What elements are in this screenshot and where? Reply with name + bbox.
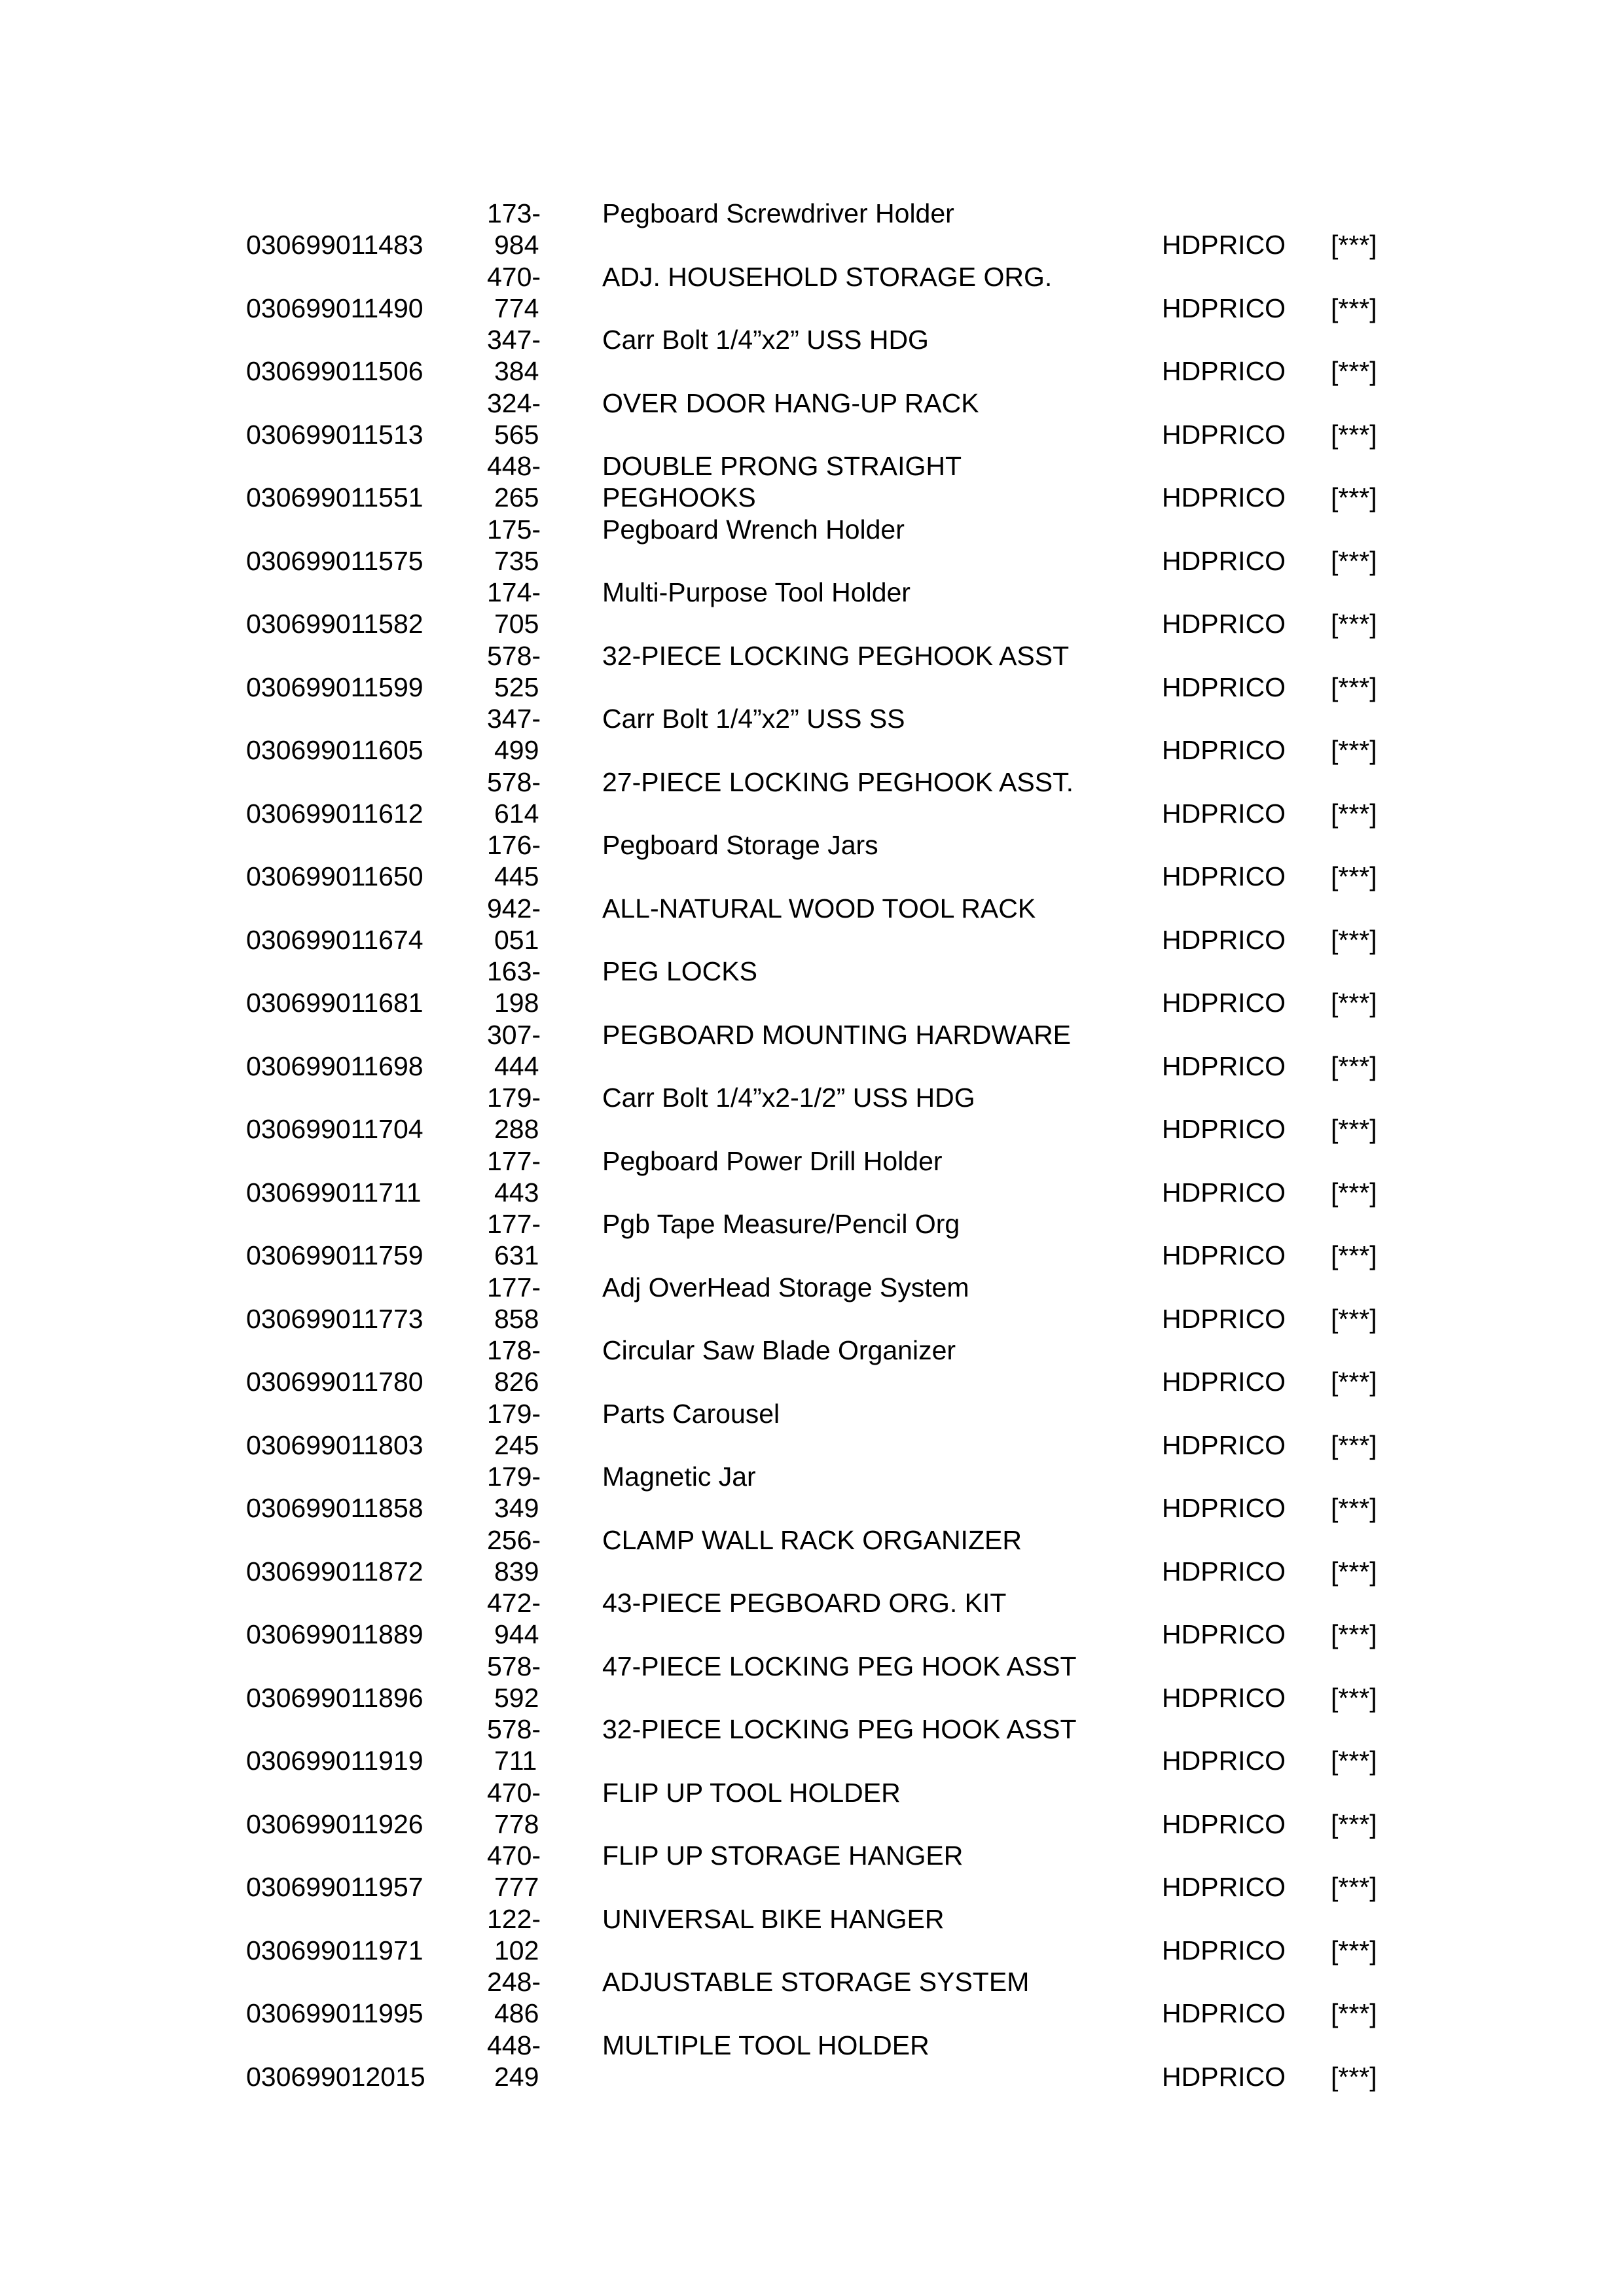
vendor-cell: HDPRICO	[1162, 988, 1286, 1018]
upc-cell: 030699011551	[246, 482, 424, 513]
description-cell: Carr Bolt 1/4”x2” USS SS	[602, 704, 905, 734]
description-cell: 47-PIECE LOCKING PEG HOOK ASST	[602, 1651, 1077, 1681]
item-number-suffix: 288	[494, 1114, 539, 1145]
upc-cell: 030699011995	[246, 1998, 424, 2029]
table-row	[0, 829, 1624, 893]
price-cell: [***]	[1331, 230, 1377, 260]
price-cell: [***]	[1331, 482, 1377, 513]
description-cell: Parts Carousel	[602, 1398, 780, 1429]
item-number-suffix: 384	[494, 356, 539, 387]
upc-cell: 030699011513	[246, 419, 424, 450]
vendor-cell: HDPRICO	[1162, 672, 1286, 702]
table-row	[0, 1587, 1624, 1651]
price-cell: [***]	[1331, 1746, 1377, 1776]
item-number-prefix: 448-	[487, 451, 541, 481]
upc-cell: 030699011582	[246, 609, 424, 639]
table-row	[0, 1903, 1624, 1967]
table-row	[0, 198, 1624, 261]
description-cell: Pegboard Storage Jars	[602, 830, 878, 860]
description-cell: Carr Bolt 1/4”x2-1/2” USS HDG	[602, 1083, 975, 1113]
price-cell: [***]	[1331, 2061, 1377, 2092]
upc-cell: 030699011919	[246, 1746, 424, 1776]
item-number-prefix: 173-	[487, 198, 541, 228]
price-cell: [***]	[1331, 988, 1377, 1018]
table-row	[0, 1840, 1624, 1903]
upc-cell: 030699011483	[246, 230, 424, 260]
table-row	[0, 1651, 1624, 1714]
upc-cell: 030699011681	[246, 988, 424, 1018]
price-cell: [***]	[1331, 1429, 1377, 1460]
vendor-cell: HDPRICO	[1162, 1367, 1286, 1397]
description-cell: Pegboard Wrench Holder	[602, 514, 905, 545]
vendor-cell: HDPRICO	[1162, 545, 1286, 576]
description-cell: 32-PIECE LOCKING PEG HOOK ASST	[602, 1714, 1077, 1744]
price-cell: [***]	[1331, 1872, 1377, 1903]
description-cell: Pgb Tape Measure/Pencil Org	[602, 1209, 960, 1239]
price-cell: [***]	[1331, 798, 1377, 829]
description-cell: PEGBOARD MOUNTING HARDWARE	[602, 1019, 1072, 1050]
table-row	[0, 1966, 1624, 2030]
upc-cell: 030699011575	[246, 545, 424, 576]
price-cell: [***]	[1331, 419, 1377, 450]
item-number-prefix: 177-	[487, 1209, 541, 1239]
item-number-prefix: 122-	[487, 1903, 541, 1934]
table-row	[0, 1082, 1624, 1145]
item-number-suffix: 735	[494, 545, 539, 576]
item-number-prefix: 248-	[487, 1967, 541, 1997]
item-number-prefix: 470-	[487, 1840, 541, 1871]
item-number-prefix: 256-	[487, 1524, 541, 1555]
description-cell: 43-PIECE PEGBOARD ORG. KIT	[602, 1588, 1007, 1618]
vendor-cell: HDPRICO	[1162, 861, 1286, 892]
item-number-suffix: 614	[494, 798, 539, 829]
vendor-cell: HDPRICO	[1162, 924, 1286, 955]
table-row	[0, 450, 1624, 514]
description-cell: Pegboard Screwdriver Holder	[602, 198, 954, 228]
description-cell: CLAMP WALL RACK ORGANIZER	[602, 1524, 1022, 1555]
item-number-suffix: 445	[494, 861, 539, 892]
item-number-suffix: 102	[494, 1935, 539, 1965]
description-cell: FLIP UP STORAGE HANGER	[602, 1840, 964, 1871]
item-number-prefix: 179-	[487, 1462, 541, 1492]
item-number-suffix: 525	[494, 672, 539, 702]
price-cell: [***]	[1331, 1303, 1377, 1334]
vendor-cell: HDPRICO	[1162, 1493, 1286, 1524]
item-number-suffix: 051	[494, 924, 539, 955]
upc-cell: 030699011896	[246, 1682, 424, 1713]
price-cell: [***]	[1331, 1240, 1377, 1271]
upc-cell: 030699011490	[246, 293, 424, 323]
item-number-prefix: 578-	[487, 766, 541, 797]
item-number-prefix: 347-	[487, 704, 541, 734]
item-number-suffix: 778	[494, 1808, 539, 1839]
price-cell: [***]	[1331, 545, 1377, 576]
upc-cell: 030699011612	[246, 798, 424, 829]
price-cell: [***]	[1331, 1619, 1377, 1650]
item-number-suffix: 245	[494, 1429, 539, 1460]
upc-cell: 030699011759	[246, 1240, 424, 1271]
item-number-prefix: 307-	[487, 1019, 541, 1050]
item-number-prefix: 177-	[487, 1272, 541, 1302]
item-number-prefix: 470-	[487, 261, 541, 292]
vendor-cell: HDPRICO	[1162, 2061, 1286, 2092]
table-row	[0, 956, 1624, 1019]
item-number-suffix: 839	[494, 1556, 539, 1587]
description-cell: Carr Bolt 1/4”x2” USS HDG	[602, 325, 929, 355]
item-number-prefix: 578-	[487, 1714, 541, 1744]
description-cell: 32-PIECE LOCKING PEGHOOK ASST	[602, 640, 1070, 671]
item-number-prefix: 163-	[487, 956, 541, 986]
upc-cell: 030699011698	[246, 1050, 424, 1081]
item-number-suffix: 486	[494, 1998, 539, 2029]
upc-cell: 030699011803	[246, 1429, 424, 1460]
vendor-cell: HDPRICO	[1162, 609, 1286, 639]
item-number-suffix: 249	[494, 2061, 539, 2092]
item-number-suffix: 826	[494, 1367, 539, 1397]
vendor-cell: HDPRICO	[1162, 1303, 1286, 1334]
vendor-cell: HDPRICO	[1162, 798, 1286, 829]
price-cell: [***]	[1331, 1177, 1377, 1208]
upc-cell: 030699011650	[246, 861, 424, 892]
description-cell: PEG LOCKS	[602, 956, 757, 986]
item-number-prefix: 942-	[487, 893, 541, 924]
description-cell: MULTIPLE TOOL HOLDER	[602, 2030, 929, 2060]
table-row	[0, 1524, 1624, 1588]
vendor-cell: HDPRICO	[1162, 1429, 1286, 1460]
upc-cell: 030699011704	[246, 1114, 424, 1145]
table-row	[0, 2030, 1624, 2093]
price-cell: [***]	[1331, 1556, 1377, 1587]
price-cell: [***]	[1331, 1935, 1377, 1965]
table-row	[0, 1208, 1624, 1272]
description-cell: DOUBLE PRONG STRAIGHT	[602, 451, 962, 481]
description-cell: Multi-Purpose Tool Holder	[602, 577, 911, 607]
upc-cell: 030699011674	[246, 924, 424, 955]
upc-cell: 030699011971	[246, 1935, 424, 1965]
description-cell: Adj OverHead Storage System	[602, 1272, 969, 1302]
upc-cell: 030699011506	[246, 356, 424, 387]
upc-cell: 030699011889	[246, 1619, 424, 1650]
vendor-cell: HDPRICO	[1162, 1556, 1286, 1587]
table-row	[0, 577, 1624, 640]
price-cell: [***]	[1331, 735, 1377, 766]
item-number-suffix: 565	[494, 419, 539, 450]
item-number-prefix: 176-	[487, 830, 541, 860]
vendor-cell: HDPRICO	[1162, 1872, 1286, 1903]
description-cell-continued: PEGHOOKS	[602, 482, 756, 513]
table-row	[0, 1777, 1624, 1840]
item-number-suffix: 984	[494, 230, 539, 260]
item-number-suffix: 265	[494, 482, 539, 513]
description-cell: OVER DOOR HANG-UP RACK	[602, 387, 979, 418]
table-row	[0, 766, 1624, 830]
price-cell: [***]	[1331, 672, 1377, 702]
upc-cell: 030699011711	[246, 1177, 422, 1208]
upc-cell: 030699011858	[246, 1493, 424, 1524]
item-number-prefix: 179-	[487, 1083, 541, 1113]
description-cell: Pegboard Power Drill Holder	[602, 1145, 943, 1176]
vendor-cell: HDPRICO	[1162, 1240, 1286, 1271]
vendor-cell: HDPRICO	[1162, 1682, 1286, 1713]
price-cell: [***]	[1331, 1998, 1377, 2029]
price-cell: [***]	[1331, 1050, 1377, 1081]
vendor-cell: HDPRICO	[1162, 293, 1286, 323]
item-number-prefix: 448-	[487, 2030, 541, 2060]
vendor-cell: HDPRICO	[1162, 1998, 1286, 2029]
table-row	[0, 640, 1624, 704]
product-price-table	[0, 198, 1624, 2092]
price-cell: [***]	[1331, 1367, 1377, 1397]
table-row	[0, 1713, 1624, 1777]
item-number-prefix: 174-	[487, 577, 541, 607]
upc-cell: 030699012015	[246, 2061, 425, 2092]
upc-cell: 030699011926	[246, 1808, 424, 1839]
item-number-prefix: 347-	[487, 325, 541, 355]
vendor-cell: HDPRICO	[1162, 1746, 1286, 1776]
table-row	[0, 387, 1624, 451]
upc-cell: 030699011605	[246, 735, 424, 766]
upc-cell: 030699011599	[246, 672, 424, 702]
vendor-cell: HDPRICO	[1162, 356, 1286, 387]
item-number-prefix: 177-	[487, 1145, 541, 1176]
description-cell: Circular Saw Blade Organizer	[602, 1335, 956, 1365]
vendor-cell: HDPRICO	[1162, 1935, 1286, 1965]
item-number-suffix: 631	[494, 1240, 539, 1271]
item-number-suffix: 349	[494, 1493, 539, 1524]
table-row	[0, 1272, 1624, 1335]
vendor-cell: HDPRICO	[1162, 1114, 1286, 1145]
table-row	[0, 1145, 1624, 1209]
vendor-cell: HDPRICO	[1162, 419, 1286, 450]
description-cell: ADJUSTABLE STORAGE SYSTEM	[602, 1967, 1030, 1997]
table-row	[0, 1461, 1624, 1524]
item-number-prefix: 178-	[487, 1335, 541, 1365]
table-row	[0, 514, 1624, 577]
item-number-suffix: 774	[494, 293, 539, 323]
upc-cell: 030699011780	[246, 1367, 424, 1397]
description-cell: ADJ. HOUSEHOLD STORAGE ORG.	[602, 261, 1053, 292]
upc-cell: 030699011957	[246, 1872, 424, 1903]
upc-cell: 030699011773	[246, 1303, 424, 1334]
item-number-prefix: 175-	[487, 514, 541, 545]
description-cell: Magnetic Jar	[602, 1462, 756, 1492]
vendor-cell: HDPRICO	[1162, 482, 1286, 513]
price-cell: [***]	[1331, 293, 1377, 323]
item-number-suffix: 198	[494, 988, 539, 1018]
price-cell: [***]	[1331, 1682, 1377, 1713]
item-number-suffix: 499	[494, 735, 539, 766]
item-number-prefix: 470-	[487, 1777, 541, 1808]
vendor-cell: HDPRICO	[1162, 1808, 1286, 1839]
item-number-suffix: 705	[494, 609, 539, 639]
description-cell: ALL-NATURAL WOOD TOOL RACK	[602, 893, 1036, 924]
vendor-cell: HDPRICO	[1162, 1177, 1286, 1208]
price-cell: [***]	[1331, 1114, 1377, 1145]
price-cell: [***]	[1331, 1493, 1377, 1524]
vendor-cell: HDPRICO	[1162, 1619, 1286, 1650]
description-cell: UNIVERSAL BIKE HANGER	[602, 1903, 945, 1934]
item-number-suffix: 777	[494, 1872, 539, 1903]
price-cell: [***]	[1331, 1808, 1377, 1839]
price-cell: [***]	[1331, 861, 1377, 892]
table-row	[0, 1019, 1624, 1083]
vendor-cell: HDPRICO	[1162, 230, 1286, 260]
table-row	[0, 703, 1624, 766]
vendor-cell: HDPRICO	[1162, 735, 1286, 766]
upc-cell: 030699011872	[246, 1556, 424, 1587]
item-number-prefix: 472-	[487, 1588, 541, 1618]
price-cell: [***]	[1331, 356, 1377, 387]
item-number-suffix: 443	[494, 1177, 539, 1208]
table-row	[0, 1398, 1624, 1462]
table-row	[0, 893, 1624, 956]
item-number-suffix: 444	[494, 1050, 539, 1081]
table-row	[0, 1335, 1624, 1398]
item-number-prefix: 324-	[487, 387, 541, 418]
item-number-suffix: 711	[494, 1746, 537, 1776]
table-row	[0, 324, 1624, 387]
price-cell: [***]	[1331, 924, 1377, 955]
description-cell: FLIP UP TOOL HOLDER	[602, 1777, 901, 1808]
item-number-suffix: 592	[494, 1682, 539, 1713]
item-number-prefix: 578-	[487, 1651, 541, 1681]
vendor-cell: HDPRICO	[1162, 1050, 1286, 1081]
description-cell: 27-PIECE LOCKING PEGHOOK ASST.	[602, 766, 1074, 797]
item-number-suffix: 858	[494, 1303, 539, 1334]
item-number-prefix: 179-	[487, 1398, 541, 1429]
item-number-suffix: 944	[494, 1619, 539, 1650]
item-number-prefix: 578-	[487, 640, 541, 671]
table-row	[0, 261, 1624, 325]
price-cell: [***]	[1331, 609, 1377, 639]
